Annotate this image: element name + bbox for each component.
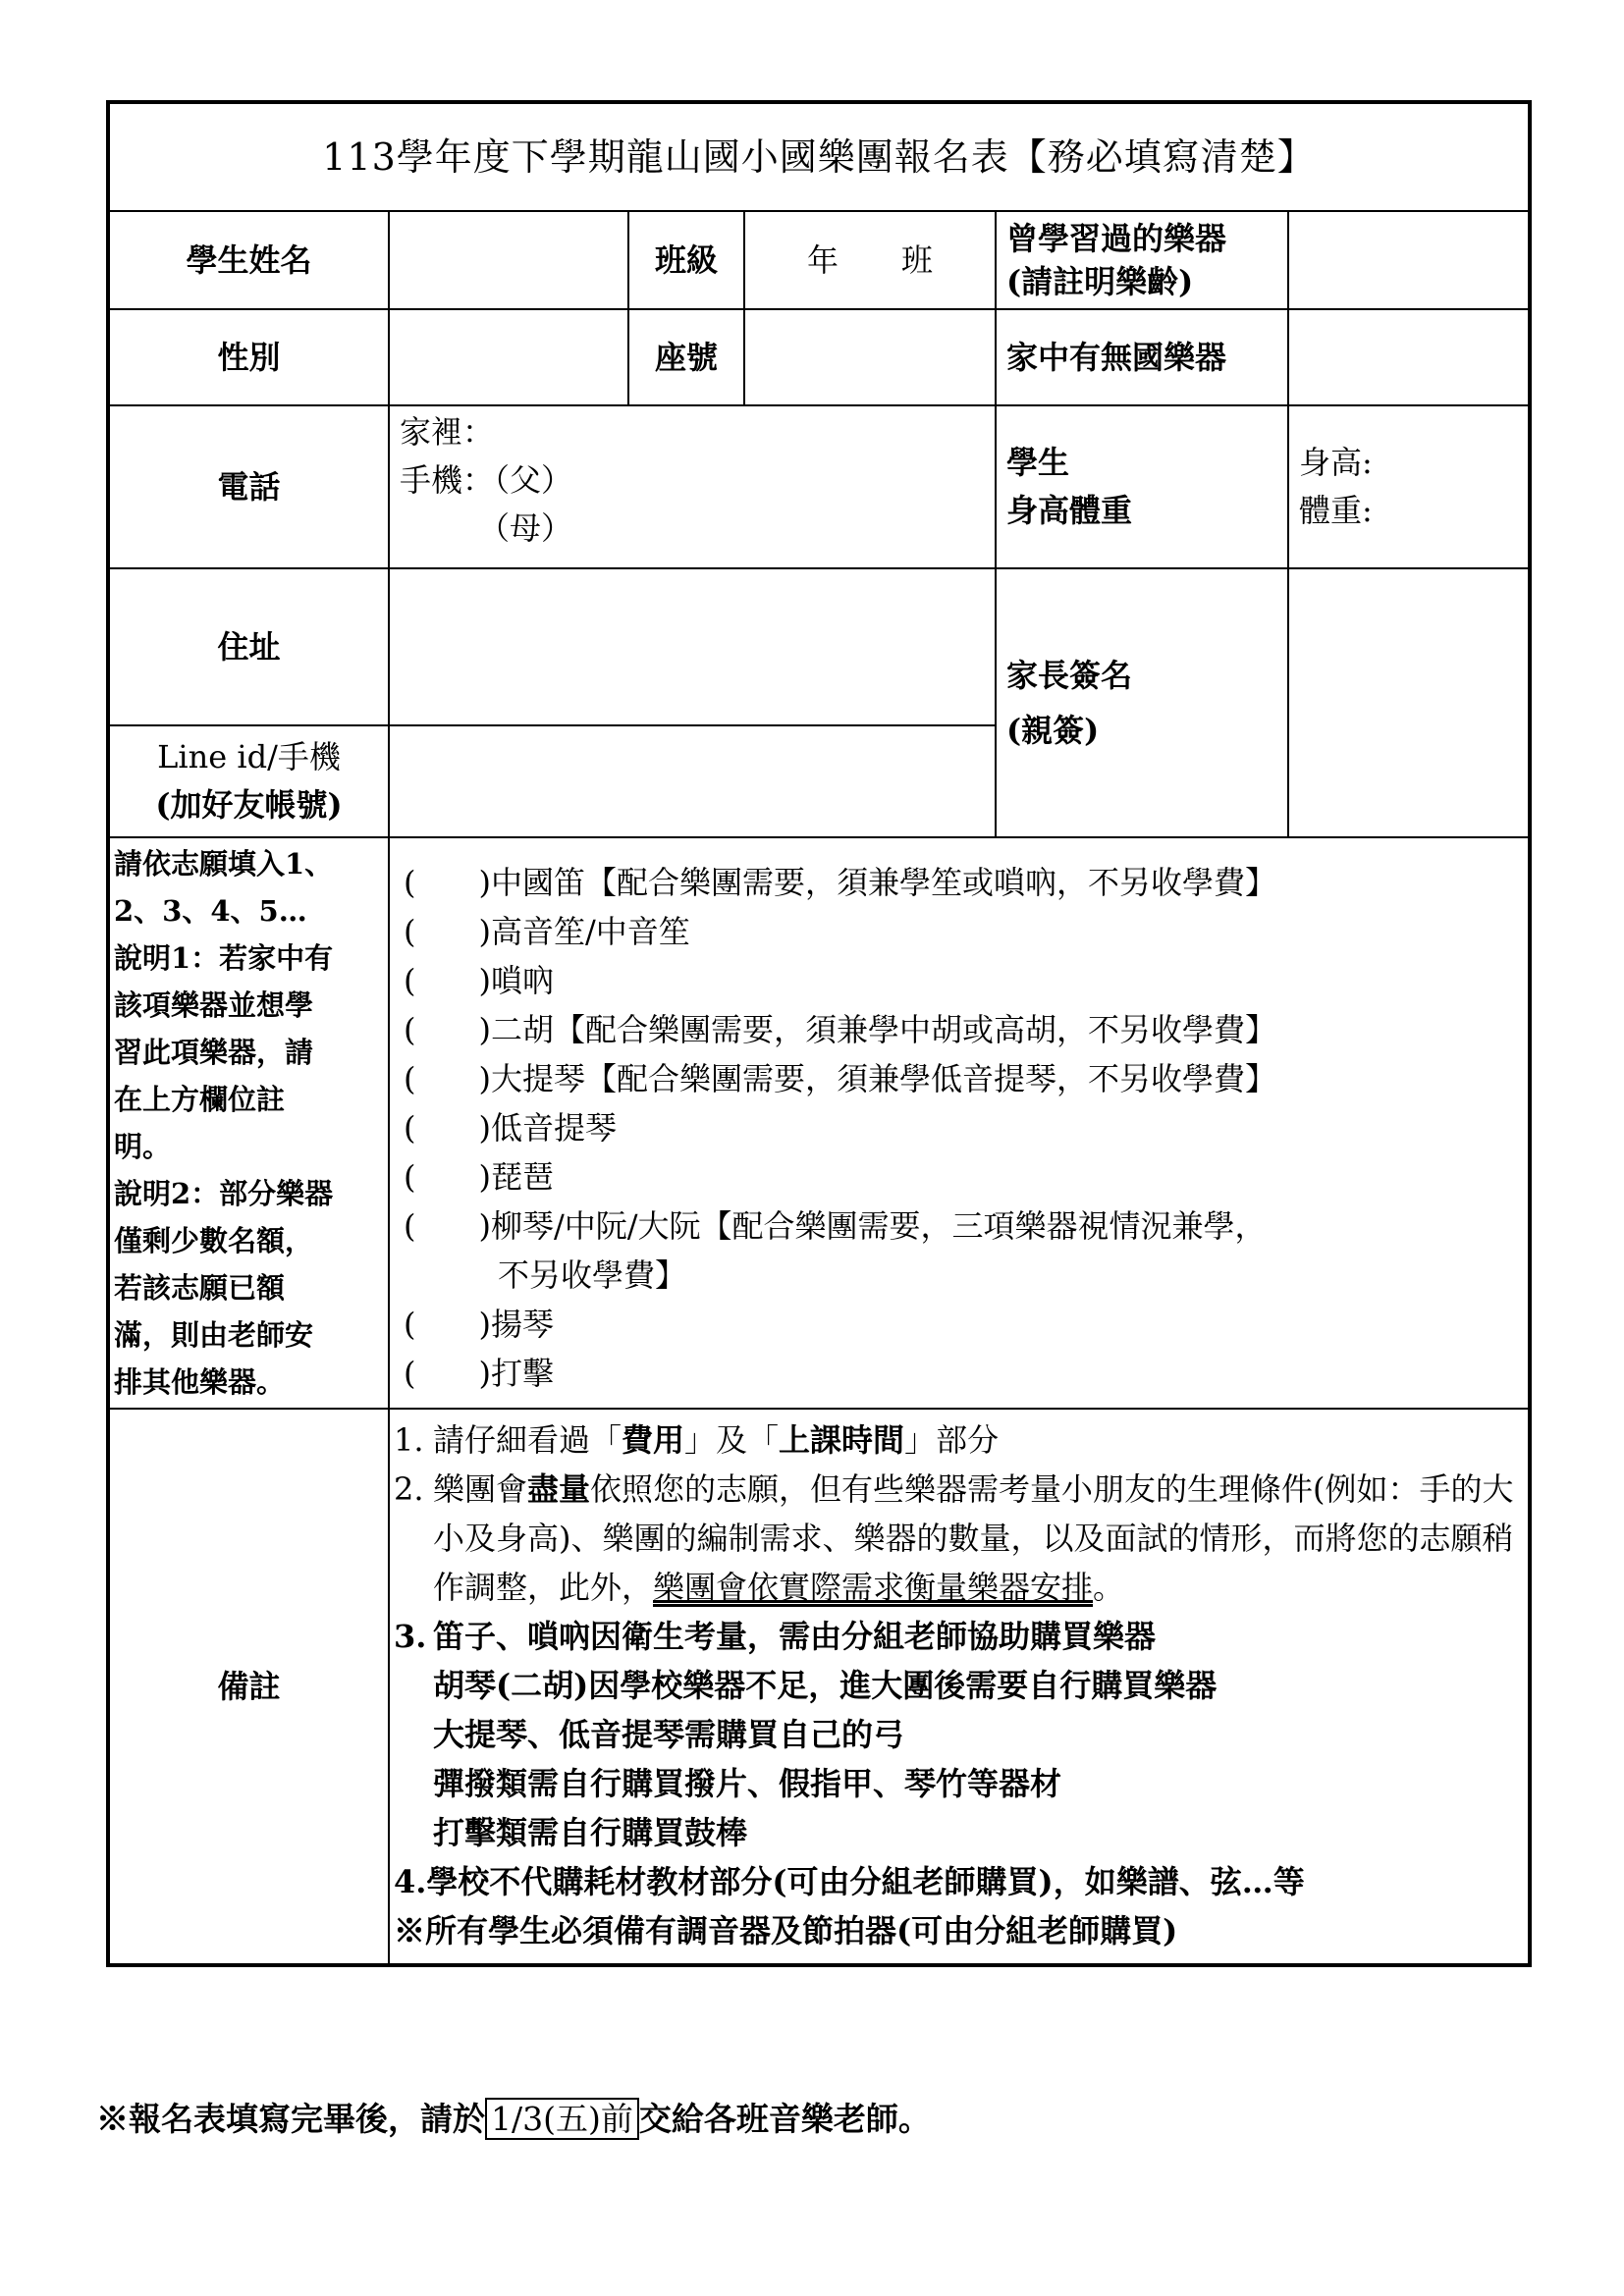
choice-pipa[interactable]: ( )琵琶 bbox=[404, 1158, 554, 1196]
registration-form bbox=[106, 100, 1528, 1967]
choice-chinese-flute[interactable]: ( )中國笛【配合樂團需要，須兼學笙或嗩吶，不另收學費】 bbox=[404, 864, 1276, 901]
instruction-line: 排其他樂器。 bbox=[114, 1365, 286, 1399]
deadline-box: 1/3(五)前 bbox=[485, 2098, 639, 2140]
instruction-line: 該項樂器並想學 bbox=[114, 988, 314, 1022]
parent-sign-label-line1: 家長簽名 bbox=[1006, 657, 1133, 694]
choice-suona[interactable]: ( )嗩吶 bbox=[404, 962, 554, 999]
instruction-line: 滿，則由老師安 bbox=[114, 1318, 314, 1352]
choice-double-bass[interactable]: ( )低音提琴 bbox=[404, 1109, 617, 1147]
footer-text: ※報名表填寫完畢後，請於 bbox=[96, 2100, 485, 2138]
home-instrument-label: 家中有無國樂器 bbox=[996, 309, 1288, 405]
remark-item-2 bbox=[394, 1465, 1524, 1612]
remarks-label: 備註 bbox=[108, 1409, 389, 1965]
prior-instrument-field[interactable] bbox=[1288, 211, 1530, 309]
remark-number: 3. bbox=[394, 1618, 427, 1655]
body-label bbox=[996, 405, 1288, 568]
seat-field[interactable] bbox=[744, 309, 996, 405]
body-field[interactable] bbox=[1288, 405, 1530, 568]
remark-text: 請仔細看過「 bbox=[433, 1421, 623, 1459]
phone-mobile-father: 手機：（父） bbox=[400, 461, 573, 499]
phone-mobile-mother: （母） bbox=[400, 509, 573, 547]
remark-underlined-text: 樂團會依實際需求衡量樂器安排 bbox=[653, 1569, 1094, 1606]
form-table bbox=[106, 100, 1532, 1967]
instrument-choices bbox=[389, 837, 1530, 1409]
remark-line: 打擊類需自行購買鼓棒 bbox=[433, 1814, 748, 1851]
remark-item-4: 4.學校不代購耗材教材部分(可由分組老師購買)，如樂譜、弦…等 bbox=[394, 1863, 1305, 1900]
choice-sheng[interactable]: ( )高音笙/中音笙 bbox=[404, 913, 690, 950]
body-label-line2: 身高體重 bbox=[1006, 492, 1133, 529]
choice-yangqin[interactable]: ( )揚琴 bbox=[404, 1306, 554, 1343]
footer-text: 交給各班音樂老師。 bbox=[638, 2100, 931, 2138]
remark-text: 。 bbox=[1093, 1569, 1125, 1606]
address-label: 住址 bbox=[108, 568, 389, 725]
remark-item-3 bbox=[394, 1612, 1524, 1857]
line-id-label-line2: (加好友帳號) bbox=[155, 786, 343, 824]
remark-item-1 bbox=[394, 1415, 1524, 1465]
remark-text: 依照您的志願，但有些樂器需考量小朋友的生理條件(例如：手的大小及身高)、樂團的編制需求、樂器的數量，以及面試的情形，而將您的志願稍作調整，此外， bbox=[433, 1470, 1514, 1606]
choice-erhu[interactable]: ( )二胡【配合樂團需要，須兼學中胡或高胡，不另收學費】 bbox=[404, 1011, 1276, 1048]
choice-cello[interactable]: ( )大提琴【配合樂團需要，須兼學低音提琴，不另收學費】 bbox=[404, 1060, 1276, 1097]
student-name-label: 學生姓名 bbox=[108, 211, 389, 309]
preference-instructions bbox=[108, 837, 389, 1409]
class-value: 年 班 bbox=[806, 240, 933, 279]
instruction-line: 2、3、4、5… bbox=[114, 894, 307, 928]
remark-line: 笛子、嗩吶因衛生考量，需由分組老師協助購買樂器 bbox=[433, 1618, 1157, 1655]
choice-liuqin-ruan-continued: 不另收學費】 bbox=[404, 1256, 687, 1294]
remark-line: 大提琴、低音提琴需購買自己的弓 bbox=[433, 1716, 905, 1753]
phone-home: 家裡： bbox=[400, 413, 495, 451]
instruction-line: 若該志願已額 bbox=[114, 1271, 286, 1305]
parent-sign-field[interactable] bbox=[1288, 568, 1530, 837]
instruction-line: 請依志願填入1、 bbox=[114, 847, 334, 881]
remark-emphasis-fee: 費用 bbox=[622, 1421, 685, 1459]
parent-sign-label-line2: (親簽) bbox=[1006, 712, 1100, 749]
remark-note-tuner: ※所有學生必須備有調音器及節拍器(可由分組老師購買) bbox=[394, 1912, 1178, 1949]
gender-field[interactable] bbox=[389, 309, 628, 405]
choice-percussion[interactable]: ( )打擊 bbox=[404, 1355, 554, 1392]
line-id-label bbox=[108, 725, 389, 837]
class-field[interactable] bbox=[744, 211, 996, 309]
remark-number: 1. bbox=[394, 1421, 424, 1459]
class-label: 班級 bbox=[628, 211, 744, 309]
prior-instrument-label bbox=[996, 211, 1288, 309]
remark-emphasis-best-effort: 盡量 bbox=[527, 1470, 591, 1508]
footer-note bbox=[96, 2095, 931, 2144]
address-field[interactable] bbox=[389, 568, 996, 725]
seat-label: 座號 bbox=[628, 309, 744, 405]
form-title: 113學年度下學期龍山國小國樂團報名表【務必填寫清楚】 bbox=[108, 102, 1530, 211]
phone-field[interactable] bbox=[389, 405, 996, 568]
phone-label: 電話 bbox=[108, 405, 389, 568]
remark-emphasis-schedule: 上課時間 bbox=[779, 1421, 905, 1459]
home-instrument-field[interactable] bbox=[1288, 309, 1530, 405]
remark-text: 」及「 bbox=[684, 1421, 780, 1459]
height-label: 身高: bbox=[1299, 444, 1373, 481]
student-name-field[interactable] bbox=[389, 211, 628, 309]
line-id-label-line1: Line id/手機 bbox=[157, 738, 341, 775]
gender-label: 性別 bbox=[108, 309, 389, 405]
body-label-line1: 學生 bbox=[1006, 444, 1070, 481]
instruction-line: 習此項樂器，請 bbox=[114, 1036, 314, 1069]
remark-line: 胡琴(二胡)因學校樂器不足，進大團後需要自行購買樂器 bbox=[433, 1667, 1218, 1704]
remarks-content bbox=[389, 1409, 1530, 1965]
instruction-line: 在上方欄位註 bbox=[114, 1083, 286, 1116]
remark-number: 2. bbox=[394, 1470, 424, 1508]
remark-text: 樂團會 bbox=[433, 1470, 528, 1508]
remark-text: 」部分 bbox=[904, 1421, 1000, 1459]
instruction-line: 明。 bbox=[114, 1130, 172, 1163]
prior-instrument-label-line2: (請註明樂齡) bbox=[1006, 263, 1194, 300]
instruction-line: 說明1：若家中有 bbox=[114, 941, 334, 975]
instruction-line: 說明2：部分樂器 bbox=[114, 1177, 334, 1210]
instruction-line: 僅剩少數名額， bbox=[114, 1224, 314, 1257]
remark-line: 彈撥類需自行購買撥片、假指甲、琴竹等器材 bbox=[433, 1765, 1062, 1802]
prior-instrument-label-line1: 曾學習過的樂器 bbox=[1006, 220, 1227, 257]
weight-label: 體重: bbox=[1299, 492, 1373, 529]
choice-liuqin-ruan[interactable]: ( )柳琴/中阮/大阮【配合樂團需要，三項樂器視情況兼學， bbox=[404, 1207, 1267, 1245]
line-id-field[interactable] bbox=[389, 725, 996, 837]
parent-sign-label bbox=[996, 568, 1288, 837]
